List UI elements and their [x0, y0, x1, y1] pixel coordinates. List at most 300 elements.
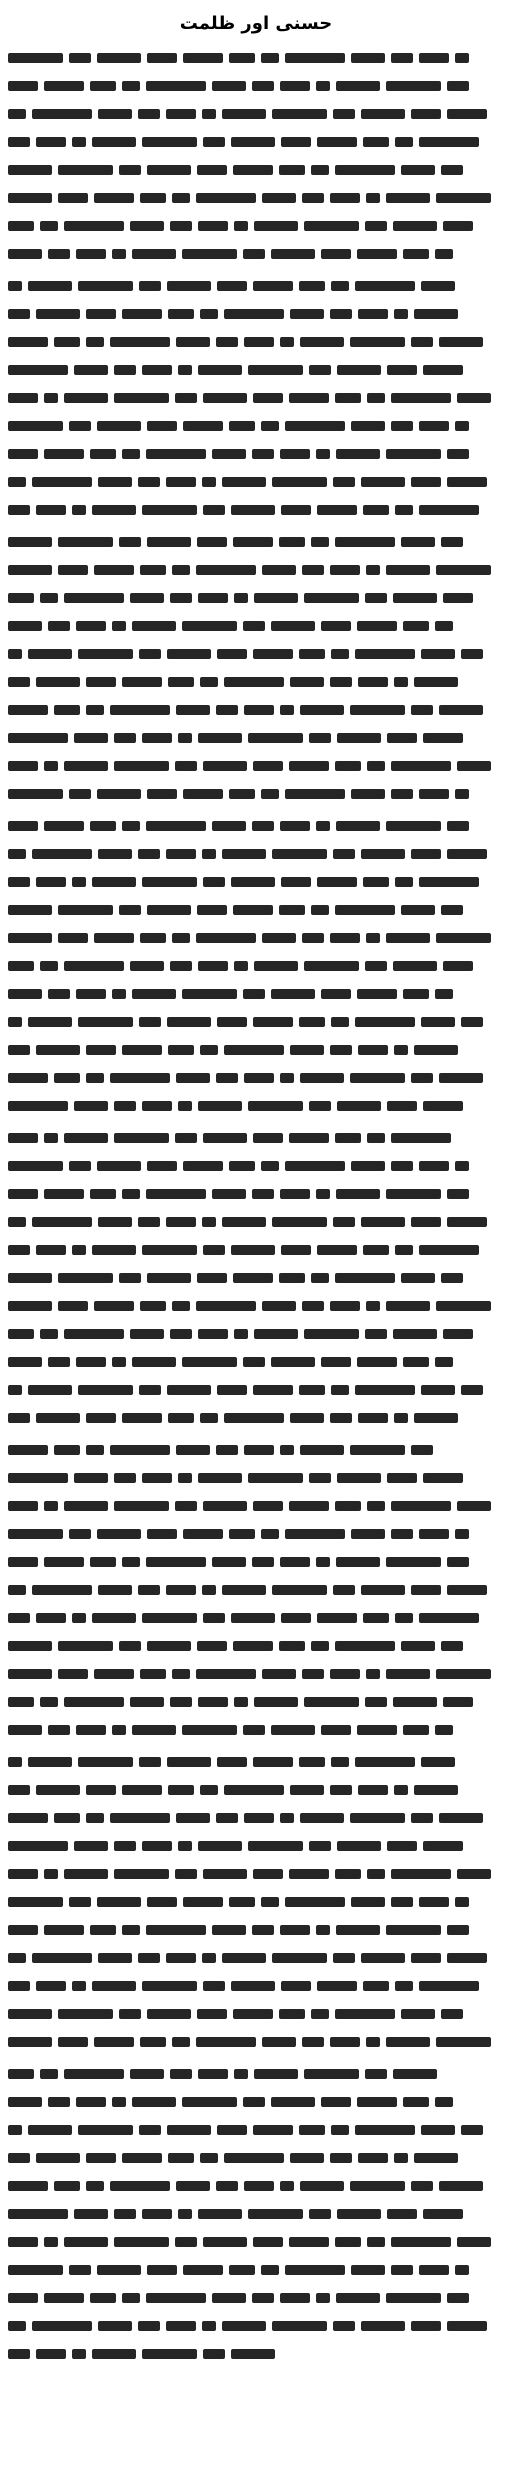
- text-line: [8, 2286, 504, 2310]
- article-paragraph: [8, 2062, 504, 2366]
- text-word: [122, 1557, 140, 1567]
- text-word: [455, 2265, 469, 2275]
- text-word: [94, 2037, 134, 2047]
- text-word: [122, 2153, 162, 2163]
- text-word: [367, 1869, 385, 1879]
- text-word: [231, 1613, 275, 1623]
- text-word: [355, 281, 415, 291]
- text-line: [8, 274, 480, 298]
- text-line: [8, 1718, 504, 1742]
- text-word: [98, 1217, 132, 1227]
- text-word: [289, 1133, 329, 1143]
- text-word: [395, 1981, 413, 1991]
- text-word: [252, 2293, 274, 2303]
- text-word: [147, 421, 177, 431]
- text-word: [455, 789, 469, 799]
- text-word: [110, 1813, 170, 1823]
- text-word: [391, 53, 413, 63]
- text-word: [122, 2293, 140, 2303]
- text-word: [447, 1925, 469, 1935]
- text-word: [69, 1897, 91, 1907]
- text-word: [331, 1385, 349, 1395]
- text-word: [394, 2153, 408, 2163]
- text-line: [8, 1466, 504, 1490]
- text-word: [447, 1217, 487, 1227]
- text-word: [386, 1301, 430, 1311]
- text-word: [147, 1529, 177, 1539]
- text-word: [74, 1841, 108, 1851]
- text-line: [8, 1010, 504, 1034]
- text-word: [234, 1697, 248, 1707]
- text-word: [8, 933, 52, 943]
- text-word: [309, 733, 331, 743]
- text-word: [261, 421, 279, 431]
- text-word: [350, 1445, 405, 1455]
- text-word: [58, 2009, 113, 2019]
- text-word: [248, 365, 303, 375]
- text-line: [8, 74, 504, 98]
- text-word: [447, 1557, 469, 1567]
- text-word: [8, 905, 52, 915]
- text-line: [8, 782, 504, 806]
- text-word: [365, 1697, 387, 1707]
- text-line: [8, 586, 504, 610]
- text-line: [8, 1154, 504, 1178]
- text-word: [142, 1101, 172, 1111]
- article-paragraph: [8, 274, 504, 522]
- text-word: [64, 1697, 124, 1707]
- text-word: [202, 1585, 216, 1595]
- text-word: [72, 137, 86, 147]
- text-word: [132, 2097, 176, 2107]
- text-word: [112, 1725, 126, 1735]
- text-word: [69, 1529, 91, 1539]
- text-word: [8, 621, 42, 631]
- text-word: [8, 309, 30, 319]
- text-word: [64, 1133, 108, 1143]
- text-word: [411, 2321, 441, 2331]
- text-word: [196, 193, 256, 203]
- text-word: [391, 1501, 451, 1511]
- text-word: [414, 1413, 458, 1423]
- text-word: [253, 1869, 283, 1879]
- text-word: [170, 1329, 192, 1339]
- text-word: [212, 2293, 246, 2303]
- text-line: [8, 2174, 504, 2198]
- text-word: [146, 1189, 206, 1199]
- text-word: [289, 1869, 329, 1879]
- text-word: [280, 1925, 310, 1935]
- text-word: [321, 1357, 351, 1367]
- text-word: [44, 1501, 58, 1511]
- text-word: [331, 649, 349, 659]
- text-word: [48, 249, 70, 259]
- text-word: [337, 2209, 381, 2219]
- text-word: [183, 2265, 223, 2275]
- text-word: [351, 421, 385, 431]
- text-word: [253, 1385, 293, 1395]
- text-word: [78, 1385, 133, 1395]
- text-word: [8, 1725, 42, 1735]
- text-line: [8, 1918, 504, 1942]
- text-word: [197, 165, 227, 175]
- text-word: [272, 1585, 327, 1595]
- text-word: [182, 1357, 237, 1367]
- text-word: [200, 1785, 218, 1795]
- text-word: [330, 565, 360, 575]
- text-line: [8, 2342, 504, 2366]
- text-word: [439, 337, 483, 347]
- text-word: [233, 1641, 273, 1651]
- text-word: [331, 281, 349, 291]
- text-word: [28, 1385, 72, 1395]
- text-word: [363, 1245, 389, 1255]
- text-word: [234, 593, 248, 603]
- text-word: [94, 565, 134, 575]
- text-word: [363, 505, 389, 515]
- text-word: [170, 961, 192, 971]
- text-word: [36, 2349, 66, 2359]
- text-word: [461, 649, 483, 659]
- text-word: [92, 137, 136, 147]
- text-word: [272, 1953, 327, 1963]
- text-line: [8, 2202, 504, 2226]
- text-line: [8, 442, 504, 466]
- text-word: [411, 2181, 433, 2191]
- text-word: [132, 1357, 176, 1367]
- text-word: [32, 477, 92, 487]
- text-word: [391, 789, 413, 799]
- text-word: [419, 1981, 479, 1991]
- text-line: [8, 2258, 504, 2282]
- text-word: [411, 477, 441, 487]
- text-word: [271, 249, 315, 259]
- text-word: [98, 1585, 132, 1595]
- text-line: [8, 1066, 504, 1090]
- text-word: [8, 137, 30, 147]
- text-word: [279, 537, 305, 547]
- text-word: [280, 1557, 310, 1567]
- text-word: [461, 1385, 483, 1395]
- text-word: [441, 905, 463, 915]
- text-word: [423, 2209, 463, 2219]
- text-word: [90, 2293, 116, 2303]
- text-word: [403, 621, 429, 631]
- text-word: [8, 1869, 38, 1879]
- text-word: [119, 537, 141, 547]
- text-word: [114, 1841, 136, 1851]
- text-word: [8, 2097, 42, 2107]
- text-word: [36, 877, 66, 887]
- text-word: [167, 649, 211, 659]
- text-word: [36, 1981, 66, 1991]
- text-word: [183, 1161, 223, 1171]
- text-word: [272, 1217, 327, 1227]
- text-word: [455, 1897, 469, 1907]
- text-word: [335, 2237, 361, 2247]
- text-word: [335, 1641, 395, 1651]
- text-word: [119, 165, 141, 175]
- text-word: [414, 309, 458, 319]
- text-word: [175, 2237, 197, 2247]
- text-word: [290, 309, 324, 319]
- text-word: [333, 109, 355, 119]
- text-word: [366, 1669, 380, 1679]
- text-word: [76, 249, 106, 259]
- text-word: [166, 2321, 196, 2331]
- text-line: [8, 926, 504, 950]
- text-word: [122, 1785, 162, 1795]
- text-word: [361, 477, 405, 487]
- text-word: [234, 961, 248, 971]
- text-word: [331, 1017, 349, 1027]
- text-word: [122, 81, 140, 91]
- text-word: [8, 477, 26, 487]
- text-word: [8, 2037, 52, 2047]
- text-word: [386, 449, 441, 459]
- text-word: [58, 905, 113, 915]
- text-word: [311, 165, 329, 175]
- text-word: [289, 761, 329, 771]
- text-word: [8, 761, 38, 771]
- text-word: [253, 1017, 293, 1027]
- text-word: [69, 421, 91, 431]
- text-word: [32, 109, 92, 119]
- text-word: [32, 2321, 92, 2331]
- text-word: [182, 2097, 237, 2107]
- text-word: [203, 137, 225, 147]
- text-word: [167, 2125, 211, 2135]
- text-word: [280, 1189, 310, 1199]
- text-line: [8, 1294, 504, 1318]
- text-word: [335, 393, 361, 403]
- text-line: [8, 2002, 504, 2026]
- text-word: [279, 2009, 305, 2019]
- text-word: [280, 1073, 294, 1083]
- text-word: [8, 537, 52, 547]
- text-word: [455, 1529, 469, 1539]
- text-word: [253, 281, 293, 291]
- text-word: [414, 677, 458, 687]
- text-word: [335, 1273, 395, 1283]
- text-line: [8, 102, 504, 126]
- article-paragraph: [8, 530, 504, 806]
- text-word: [114, 365, 136, 375]
- text-line: [8, 1750, 480, 1774]
- text-word: [8, 1925, 38, 1935]
- text-line: [8, 726, 504, 750]
- text-word: [8, 1413, 30, 1423]
- text-word: [411, 1953, 441, 1963]
- text-word: [8, 505, 30, 515]
- text-word: [98, 477, 132, 487]
- text-word: [28, 281, 72, 291]
- text-word: [285, 1529, 345, 1539]
- text-word: [316, 821, 330, 831]
- text-word: [330, 1413, 352, 1423]
- text-word: [447, 109, 487, 119]
- text-word: [321, 249, 351, 259]
- text-word: [419, 421, 449, 431]
- text-word: [233, 2009, 273, 2019]
- text-word: [386, 821, 441, 831]
- text-line: [8, 1834, 504, 1858]
- text-word: [110, 705, 170, 715]
- text-word: [147, 905, 191, 915]
- text-word: [300, 2181, 344, 2191]
- text-word: [142, 1473, 172, 1483]
- text-word: [414, 1785, 458, 1795]
- text-word: [335, 2009, 395, 2019]
- text-word: [394, 677, 408, 687]
- text-word: [357, 249, 397, 259]
- text-word: [36, 1045, 80, 1055]
- text-word: [261, 1161, 279, 1171]
- text-word: [336, 1189, 380, 1199]
- text-word: [172, 2037, 190, 2047]
- text-word: [202, 2321, 216, 2331]
- text-word: [365, 593, 387, 603]
- text-word: [8, 1445, 48, 1455]
- text-line: [8, 842, 504, 866]
- text-word: [8, 1697, 34, 1707]
- text-word: [455, 1161, 469, 1171]
- text-word: [394, 1045, 408, 1055]
- text-word: [443, 221, 473, 231]
- text-word: [69, 1161, 91, 1171]
- text-word: [280, 449, 310, 459]
- text-word: [436, 933, 491, 943]
- text-word: [309, 1841, 331, 1851]
- text-word: [391, 2265, 413, 2275]
- text-word: [76, 1357, 106, 1367]
- text-word: [279, 165, 305, 175]
- text-word: [244, 1813, 274, 1823]
- text-word: [367, 2237, 385, 2247]
- text-word: [393, 1697, 437, 1707]
- text-line: [8, 1438, 480, 1462]
- text-word: [142, 733, 172, 743]
- text-word: [435, 1725, 453, 1735]
- text-word: [94, 193, 134, 203]
- text-word: [366, 933, 380, 943]
- text-word: [200, 2153, 218, 2163]
- text-word: [351, 2265, 385, 2275]
- text-word: [8, 1557, 38, 1567]
- text-word: [44, 2237, 58, 2247]
- text-word: [76, 989, 106, 999]
- text-word: [302, 2037, 324, 2047]
- text-word: [254, 1329, 298, 1339]
- text-word: [363, 877, 389, 887]
- text-word: [44, 2293, 84, 2303]
- text-word: [86, 1445, 104, 1455]
- text-word: [76, 2097, 106, 2107]
- text-word: [336, 449, 380, 459]
- text-word: [8, 989, 42, 999]
- text-word: [272, 109, 327, 119]
- text-word: [248, 733, 303, 743]
- text-word: [386, 1557, 441, 1567]
- text-word: [212, 449, 246, 459]
- text-word: [182, 621, 237, 631]
- text-word: [234, 221, 248, 231]
- text-line: [8, 698, 504, 722]
- text-word: [97, 1161, 141, 1171]
- text-word: [139, 281, 161, 291]
- text-word: [252, 81, 274, 91]
- text-word: [357, 621, 397, 631]
- text-word: [8, 1273, 52, 1283]
- text-word: [335, 537, 395, 547]
- text-word: [203, 2349, 225, 2359]
- text-word: [114, 1133, 169, 1143]
- text-word: [142, 2349, 197, 2359]
- text-line: [8, 954, 504, 978]
- text-word: [8, 1613, 30, 1623]
- text-word: [58, 933, 88, 943]
- text-word: [146, 821, 206, 831]
- text-line: [8, 1634, 504, 1658]
- text-word: [170, 1697, 192, 1707]
- text-word: [54, 1073, 80, 1083]
- text-word: [8, 1813, 48, 1823]
- text-line: [8, 330, 504, 354]
- text-word: [457, 2237, 491, 2247]
- text-line: [8, 1862, 504, 1886]
- text-word: [386, 2037, 430, 2047]
- text-word: [28, 1757, 72, 1767]
- text-word: [336, 2293, 380, 2303]
- text-word: [280, 1813, 294, 1823]
- text-word: [330, 2153, 352, 2163]
- text-word: [395, 1245, 413, 1255]
- text-word: [419, 505, 479, 515]
- text-word: [8, 1953, 26, 1963]
- text-word: [461, 2125, 483, 2135]
- text-word: [411, 705, 433, 715]
- text-word: [198, 1101, 242, 1111]
- text-word: [178, 1101, 192, 1111]
- text-word: [351, 53, 385, 63]
- text-word: [32, 849, 92, 859]
- text-word: [357, 1725, 397, 1735]
- text-word: [217, 1017, 247, 1027]
- text-word: [447, 449, 469, 459]
- text-line: [8, 754, 504, 778]
- text-word: [197, 537, 227, 547]
- text-word: [8, 2153, 30, 2163]
- text-word: [98, 2321, 132, 2331]
- text-word: [261, 1529, 279, 1539]
- text-word: [281, 137, 311, 147]
- text-word: [168, 309, 194, 319]
- text-word: [203, 1245, 225, 1255]
- text-word: [8, 2069, 34, 2079]
- text-word: [198, 1841, 242, 1851]
- text-word: [8, 789, 63, 799]
- text-word: [403, 989, 429, 999]
- text-word: [253, 1501, 283, 1511]
- text-word: [231, 877, 275, 887]
- text-word: [40, 1329, 58, 1339]
- text-word: [461, 1017, 483, 1027]
- text-word: [386, 193, 430, 203]
- text-word: [198, 365, 242, 375]
- text-word: [423, 1473, 463, 1483]
- text-word: [290, 1413, 324, 1423]
- text-word: [78, 281, 133, 291]
